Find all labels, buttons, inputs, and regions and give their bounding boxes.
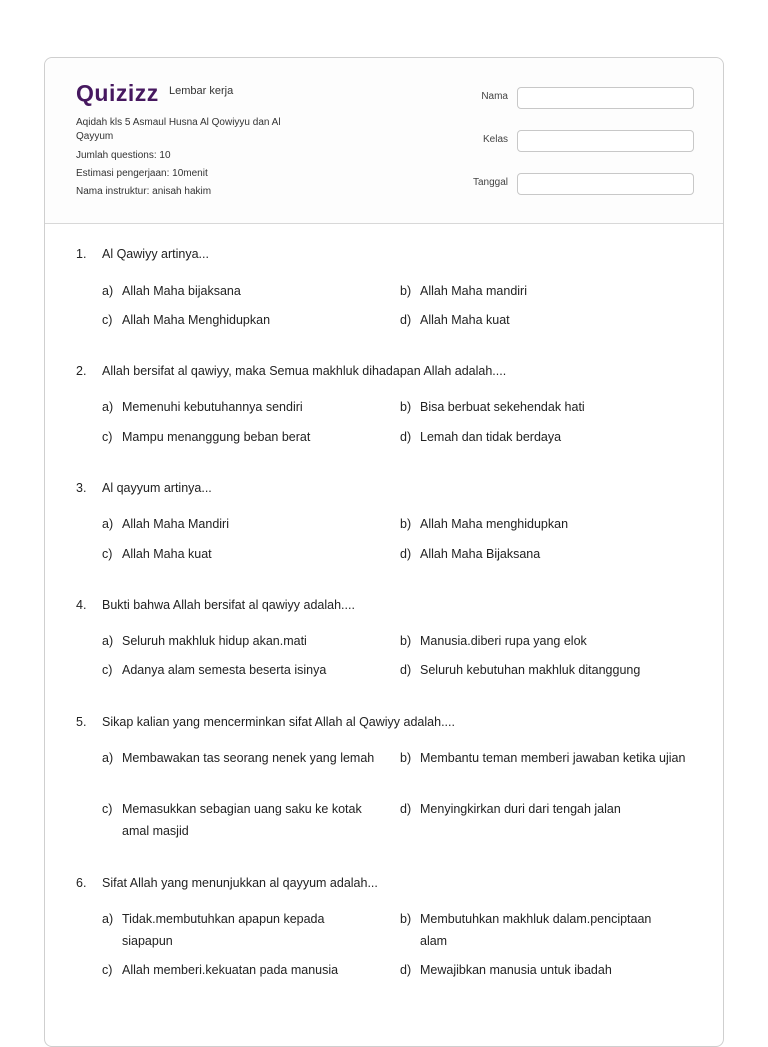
option-b [400, 280, 690, 302]
worksheet [44, 57, 724, 1047]
worksheet-type: Lembar kerja [169, 85, 234, 97]
name-field[interactable] [517, 87, 694, 109]
option-letter: c) [102, 313, 113, 327]
option-b [400, 747, 690, 769]
option-letter: c) [102, 963, 113, 977]
option-letter: a) [102, 517, 114, 531]
option-text: Bisa berbuat sekehendak hati [420, 400, 585, 414]
quiz-title: Aqidah kls 5 Asmaul Husna Al Qowiyyu dan Al Qayyum [76, 117, 281, 142]
option-text: Seluruh kebutuhan makhluk ditanggung [420, 663, 641, 677]
option-d [400, 959, 690, 981]
option-letter: c) [102, 430, 113, 444]
option-b [400, 630, 690, 652]
question-text: Bukti bahwa Allah bersifat al qawiyy adalah.... [102, 598, 355, 612]
option-a [102, 747, 394, 769]
question-text: Sifat Allah yang menunjukkan al qayyum adalah... [102, 876, 378, 890]
option-text: Allah Maha bijaksana [122, 284, 241, 298]
question-number: 6. [76, 876, 87, 890]
option-letter: b) [400, 912, 412, 926]
option-text: Allah Maha Bijaksana [420, 547, 541, 561]
option-letter: b) [400, 400, 412, 414]
question-text: Sikap kalian yang mencerminkan sifat Allah al Qawiyy adalah.... [102, 715, 455, 729]
option-c [102, 543, 394, 565]
option-letter: c) [102, 547, 113, 561]
option-a [102, 396, 394, 418]
question-number: 3. [76, 481, 87, 495]
question-number: 1. [76, 247, 87, 261]
option-text: Manusia.diberi rupa yang elok [420, 634, 587, 648]
quizizz-logo: Quizizz [76, 80, 159, 106]
option-text: Membantu teman memberi jawaban ketika ujian [420, 751, 686, 765]
option-d [400, 426, 690, 448]
option-letter: b) [400, 517, 412, 531]
question-number: 5. [76, 715, 87, 729]
option-text: Allah Maha menghidupkan [420, 517, 569, 531]
option-letter: a) [102, 912, 114, 926]
question-text: Allah bersifat al qawiyy, maka Semua makhluk dihadapan Allah adalah.... [102, 364, 507, 378]
option-text: Seluruh makhluk hidup akan.mati [122, 634, 307, 648]
option-a [102, 513, 394, 535]
option-text: Menyingkirkan duri dari tengah jalan [420, 802, 621, 816]
question-text: Al qayyum artinya... [102, 481, 212, 495]
estimated-time: Estimasi pengerjaan: 10menit [76, 168, 208, 179]
instructor-name: Nama instruktur: anisah hakim [76, 186, 212, 197]
worksheet-header [45, 58, 723, 224]
option-letter: d) [400, 963, 412, 977]
option-letter: d) [400, 547, 412, 561]
option-text: Memasukkan sebagian uang saku ke kotak amal masjid [122, 802, 362, 838]
question-count: Jumlah questions: 10 [76, 150, 171, 161]
option-text: Memenuhi kebutuhannya sendiri [122, 400, 303, 414]
option-letter: a) [102, 284, 114, 298]
option-b [400, 908, 680, 952]
option-letter: c) [102, 802, 113, 816]
option-c [102, 959, 394, 981]
option-c [102, 309, 394, 331]
question-number: 2. [76, 364, 87, 378]
question-text: Al Qawiyy artinya... [102, 247, 209, 261]
question-number: 4. [76, 598, 87, 612]
option-text: Allah Maha kuat [122, 547, 212, 561]
option-d [400, 543, 690, 565]
class-label: Kelas [482, 134, 508, 145]
option-d [400, 309, 690, 331]
option-b [400, 513, 690, 535]
option-letter: d) [400, 802, 412, 816]
date-label: Tanggal [472, 177, 508, 188]
option-text: Allah memberi.kekuatan pada manusia [122, 963, 339, 977]
option-letter: b) [400, 751, 412, 765]
option-letter: a) [102, 751, 114, 765]
date-field[interactable] [517, 173, 694, 195]
option-text: Allah Maha mandiri [420, 284, 527, 298]
option-letter: a) [102, 400, 114, 414]
option-c [102, 426, 394, 448]
option-letter: b) [400, 284, 412, 298]
option-text: Mewajibkan manusia untuk ibadah [420, 963, 612, 977]
option-c [102, 798, 380, 842]
option-d [400, 659, 690, 681]
option-letter: c) [102, 663, 113, 677]
option-text: Lemah dan tidak berdaya [420, 430, 562, 444]
option-text: Tidak.membutuhkan apapun kepada siapapun [122, 912, 325, 948]
option-letter: b) [400, 634, 412, 648]
option-text: Membutuhkan makhluk dalam.penciptaan alam [420, 912, 652, 948]
option-letter: d) [400, 313, 412, 327]
option-text: Membawakan tas seorang nenek yang lemah [122, 751, 375, 765]
option-text: Adanya alam semesta beserta isinya [122, 663, 327, 677]
name-label: Nama [481, 91, 508, 102]
option-letter: a) [102, 634, 114, 648]
option-letter: d) [400, 663, 412, 677]
class-field[interactable] [517, 130, 694, 152]
option-text: Allah Maha Menghidupkan [122, 313, 271, 327]
option-a [102, 630, 394, 652]
option-text: Mampu menanggung beban berat [122, 430, 311, 444]
option-b [400, 396, 690, 418]
option-text: Allah Maha kuat [420, 313, 510, 327]
option-text: Allah Maha Mandiri [122, 517, 229, 531]
option-letter: d) [400, 430, 412, 444]
option-a [102, 280, 394, 302]
option-c [102, 659, 394, 681]
option-d [400, 798, 690, 820]
option-a [102, 908, 352, 952]
